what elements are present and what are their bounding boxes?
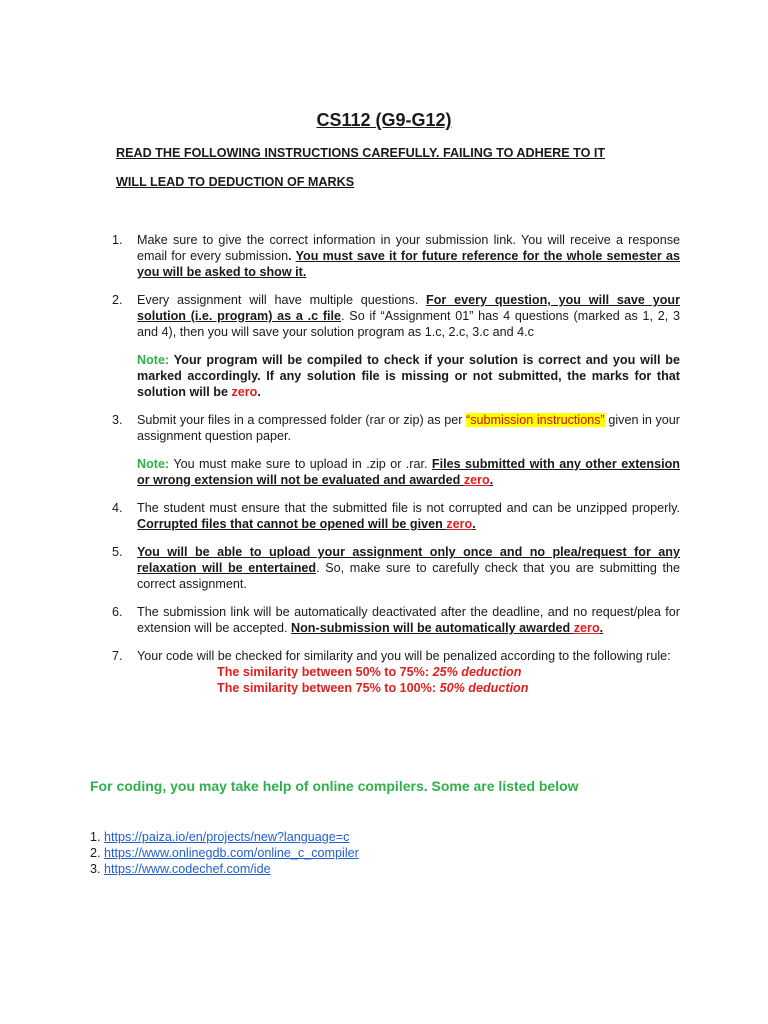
item-text: . <box>288 249 296 263</box>
instruction-item-5 <box>112 544 680 592</box>
item-number: 4. <box>112 501 123 515</box>
item-emphasis: You must save it for future reference for the whole semester as you will be asked to show it. <box>137 249 680 279</box>
instruction-item-2 <box>112 292 680 400</box>
similarity-label: The similarity between 75% to 100%: <box>217 681 440 695</box>
note-end: . <box>257 385 261 399</box>
item-text: . So, make sure to carefully check that you are submitting the correct assignment. <box>137 561 680 591</box>
instruction-item-4 <box>112 500 680 532</box>
page-title: CS112 (G9-G12) <box>316 110 452 130</box>
similarity-rule-1 <box>137 664 680 680</box>
item-text: Make sure to give the correct information in your submission link. You will receive a response email for every submission <box>137 233 680 263</box>
item-number: 5. <box>112 545 123 559</box>
item-text: The student must ensure that the submitted file is not corrupted and can be unzipped properly. <box>137 501 680 515</box>
item-emphasis: You will be able to upload your assignment only once and no plea/request for any relaxation will be entertained <box>137 545 680 575</box>
zero-mark: zero <box>463 473 490 487</box>
item-note <box>137 352 680 400</box>
link-number: 2. <box>90 846 105 860</box>
zero-mark: zero <box>573 621 600 635</box>
highlighted-text: “submission instructions” <box>466 413 605 427</box>
instruction-item-1 <box>112 232 680 280</box>
link-number: 1. <box>90 830 105 844</box>
compiler-link-item <box>90 845 359 861</box>
compiler-link[interactable]: https://paiza.io/en/projects/new?language=c <box>104 830 350 844</box>
item-text: given in your assignment question paper. <box>137 413 681 443</box>
item-number: 7. <box>112 649 123 663</box>
item-number: 3. <box>112 413 123 427</box>
compiler-link-item <box>90 861 359 877</box>
item-number: 1. <box>112 233 123 247</box>
item-text: . So if “Assignment 01” has 4 questions (marked as 1, 2, 3 and 4), then you will save your solution program as 1.c, 2.c, 3.c and 4.c <box>137 309 680 339</box>
item-emphasis: Non-submission will be automatically awarded <box>291 621 574 635</box>
similarity-rule-2 <box>137 680 680 696</box>
item-text: Submit your files in a compressed folder (rar or zip) as per <box>137 413 467 427</box>
item-emphasis: Corrupted files that cannot be opened will be given <box>137 517 447 531</box>
item-text: Every assignment will have multiple questions. <box>137 293 427 307</box>
instruction-item-3 <box>112 412 680 488</box>
note-end: . <box>489 473 494 487</box>
similarity-label: The similarity between 50% to 75%: <box>217 665 433 679</box>
link-number: 3. <box>90 862 105 876</box>
item-text: Your code will be checked for similarity and you will be penalized according to the following rule: <box>137 649 671 663</box>
instruction-list <box>112 232 680 708</box>
compiler-link-item <box>90 829 359 845</box>
item-emphasis: For every question, you will save your solution (i.e. program) as a .c file <box>137 293 680 323</box>
note-text: Your program will be compiled to check if your solution is correct and you will be marked accordingly. If any solution file is missing or not submitted, the marks for that solution will be <box>137 353 680 399</box>
item-text: The submission link will be automatically deactivated after the deadline, and no request/plea for extension will be accepted. <box>137 605 680 635</box>
warning-line-2: WILL LEAD TO DEDUCTION OF MARKS <box>116 175 355 189</box>
item-note <box>137 456 680 488</box>
instruction-item-7 <box>112 648 680 696</box>
compilers-heading: For coding, you may take help of online compilers. Some are listed below <box>90 778 579 794</box>
note-label: Note: <box>137 457 170 471</box>
zero-mark: zero <box>231 385 258 399</box>
instruction-item-6 <box>112 604 680 636</box>
item-end: . <box>599 621 604 635</box>
item-end: . <box>472 517 476 531</box>
item-number: 6. <box>112 605 123 619</box>
note-label: Note: <box>137 353 170 367</box>
compiler-link[interactable]: https://www.codechef.com/ide <box>104 862 271 876</box>
similarity-deduction: 25% deduction <box>432 665 522 679</box>
zero-mark: zero <box>446 517 473 531</box>
similarity-deduction: 50% deduction <box>439 681 529 695</box>
item-number: 2. <box>112 293 123 307</box>
note-text: You must make sure to upload in .zip or .rar. <box>169 457 432 471</box>
compiler-link-list <box>90 829 359 877</box>
note-emphasis: Files submitted with any other extension or wrong extension will not be evaluated and awarded <box>137 457 680 487</box>
warning-line-1: READ THE FOLLOWING INSTRUCTIONS CAREFULLY. FAILING TO ADHERE TO IT <box>116 146 606 160</box>
compiler-link[interactable]: https://www.onlinegdb.com/online_c_compiler <box>104 846 359 860</box>
